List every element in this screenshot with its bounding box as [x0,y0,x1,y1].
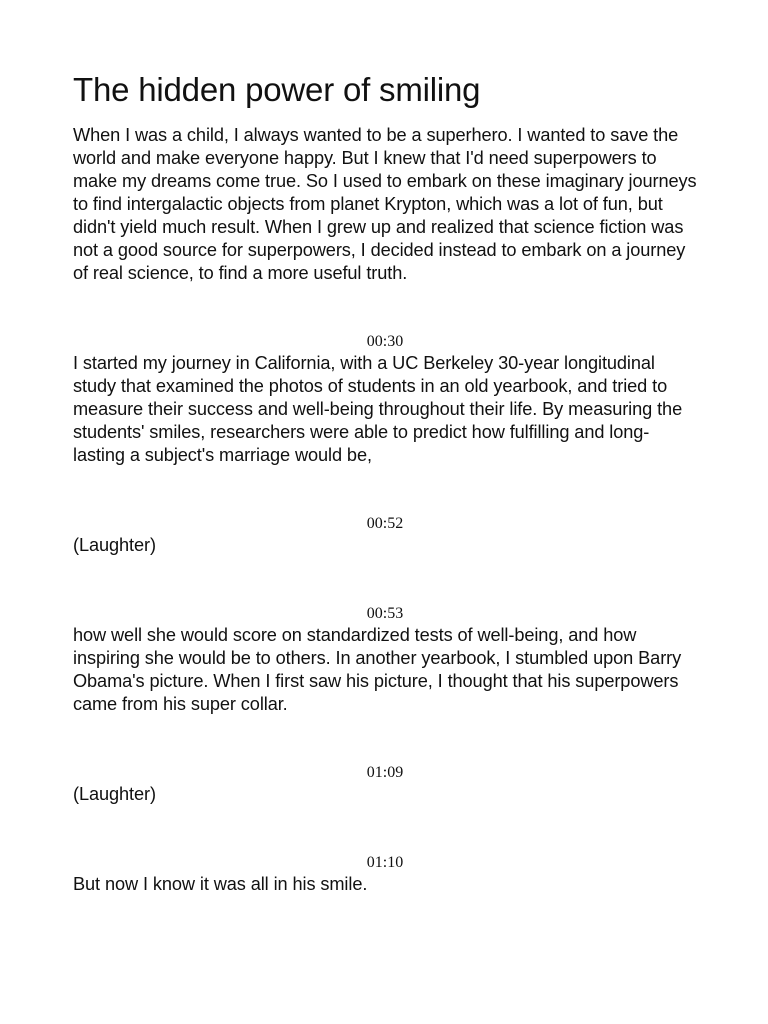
timestamp: 00:52 [366,515,404,532]
timestamp: 01:09 [366,764,404,781]
timestamp: 00:53 [366,605,404,622]
transcript-paragraph: But now I know it was all in his smile. [73,874,368,894]
transcript-paragraph: I started my journey in California, with a UC Berkeley 30-year longitudinal study that examined the photos of students in an old yearbook, and tried to measure their success and well-being throughout their life. By measuring the students' smiles, researchers were able to predict how fulfilling and long-lasting a subject's marriage would be, [73,353,683,465]
timestamp: 01:10 [366,854,404,871]
transcript-paragraph: (Laughter) [73,784,156,804]
timestamp: 00:30 [366,333,404,350]
transcript-paragraph: (Laughter) [73,535,156,555]
transcript-paragraph: When I was a child, I always wanted to be a superhero. I wanted to save the world and make everyone happy. But I knew that I'd need superpowers to make my dreams come true. So I used to embark on these imaginary journeys to find intergalactic objects from planet Krypton, which was a lot of fun, but didn't yield much result. When I grew up and realized that science fiction was not a good source for superpowers, I decided instead to embark on a journey of real science, to find a more useful truth. [73,125,697,283]
transcript-page [73,70,701,896]
transcript-paragraph: how well she would score on standardized tests of well-being, and how inspiring she would be to others. In another yearbook, I stumbled upon Barry Obama's picture. When I first saw his picture, I thought that his superpowers came from his super collar. [73,625,682,714]
page-title: The hidden power of smiling [73,71,481,108]
